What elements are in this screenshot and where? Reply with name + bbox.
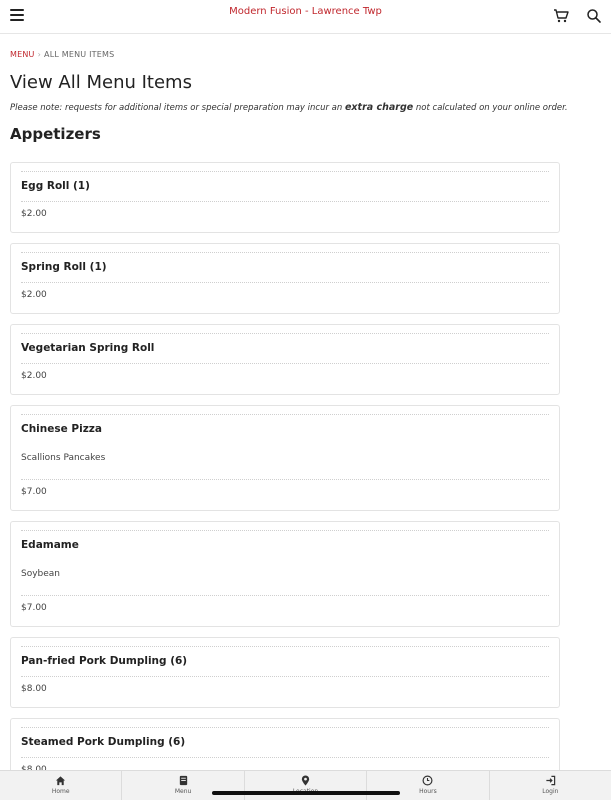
menu-item-name: Pan-fried Pork Dumpling (6) [21, 655, 188, 667]
restaurant-title[interactable]: Modern Fusion - Lawrence Twp [229, 6, 382, 17]
nav-menu-label: Menu [174, 788, 192, 795]
menu-item-price: $7.00 [21, 487, 47, 497]
menu-item-card[interactable] [10, 162, 560, 233]
note-text-start: Please note: requests for additional items or special preparation may incur an [10, 103, 345, 113]
menu-item-card[interactable] [10, 324, 560, 395]
menu-item-description: Soybean [21, 569, 61, 579]
menu-item-price: $7.00 [21, 603, 47, 613]
menu-item-name: Egg Roll (1) [21, 180, 90, 192]
menu-item-price: $2.00 [21, 209, 47, 219]
cart-button[interactable] [553, 8, 569, 24]
login-icon [545, 775, 556, 786]
note-emphasis: extra charge [344, 102, 414, 113]
menu-item-name: Vegetarian Spring Roll [21, 342, 155, 354]
menu-item-card[interactable] [10, 243, 560, 314]
menu-item-description: Scallions Pancakes [21, 453, 106, 463]
clock-icon [422, 775, 433, 786]
nav-login[interactable] [490, 771, 611, 800]
menu-item-name: Chinese Pizza [21, 423, 103, 435]
hamburger-icon-line [10, 19, 24, 21]
breadcrumb [10, 50, 114, 59]
nav-home[interactable] [0, 771, 122, 800]
location-pin-icon [300, 775, 311, 786]
nav-menu[interactable] [122, 771, 244, 800]
note-text-end: not calculated on your online order. [413, 103, 568, 113]
menu-item-price: $8.00 [21, 684, 47, 694]
home-icon [55, 775, 66, 786]
nav-location[interactable] [245, 771, 367, 800]
section-title-appetizers: Appetizers [10, 125, 101, 143]
menu-item-price: $2.00 [21, 371, 47, 381]
page-title: View All Menu Items [10, 72, 192, 93]
top-bar [0, 0, 611, 34]
nav-login-label: Login [542, 788, 559, 795]
menu-item-name: Spring Roll (1) [21, 261, 107, 273]
breadcrumb-menu-link[interactable]: MENU [10, 50, 35, 59]
nav-hours[interactable] [367, 771, 489, 800]
menu-item-card[interactable] [10, 521, 560, 627]
menu-book-icon [178, 775, 189, 786]
extra-charge-note [10, 102, 568, 113]
breadcrumb-separator: › [37, 50, 42, 59]
menu-item-list [10, 162, 560, 799]
nav-hours-label: Hours [419, 788, 437, 795]
home-indicator-bar [212, 791, 400, 795]
menu-item-card[interactable] [10, 637, 560, 708]
search-button[interactable] [586, 8, 602, 24]
search-icon [586, 8, 602, 24]
bottom-navigation [0, 770, 611, 800]
breadcrumb-current: ALL MENU ITEMS [44, 50, 115, 59]
menu-item-name: Edamame [21, 539, 79, 551]
nav-home-label: Home [51, 788, 70, 795]
menu-item-name: Steamed Pork Dumpling (6) [21, 736, 186, 748]
cart-icon [553, 8, 569, 24]
menu-item-card[interactable] [10, 405, 560, 511]
menu-item-price: $2.00 [21, 290, 47, 300]
